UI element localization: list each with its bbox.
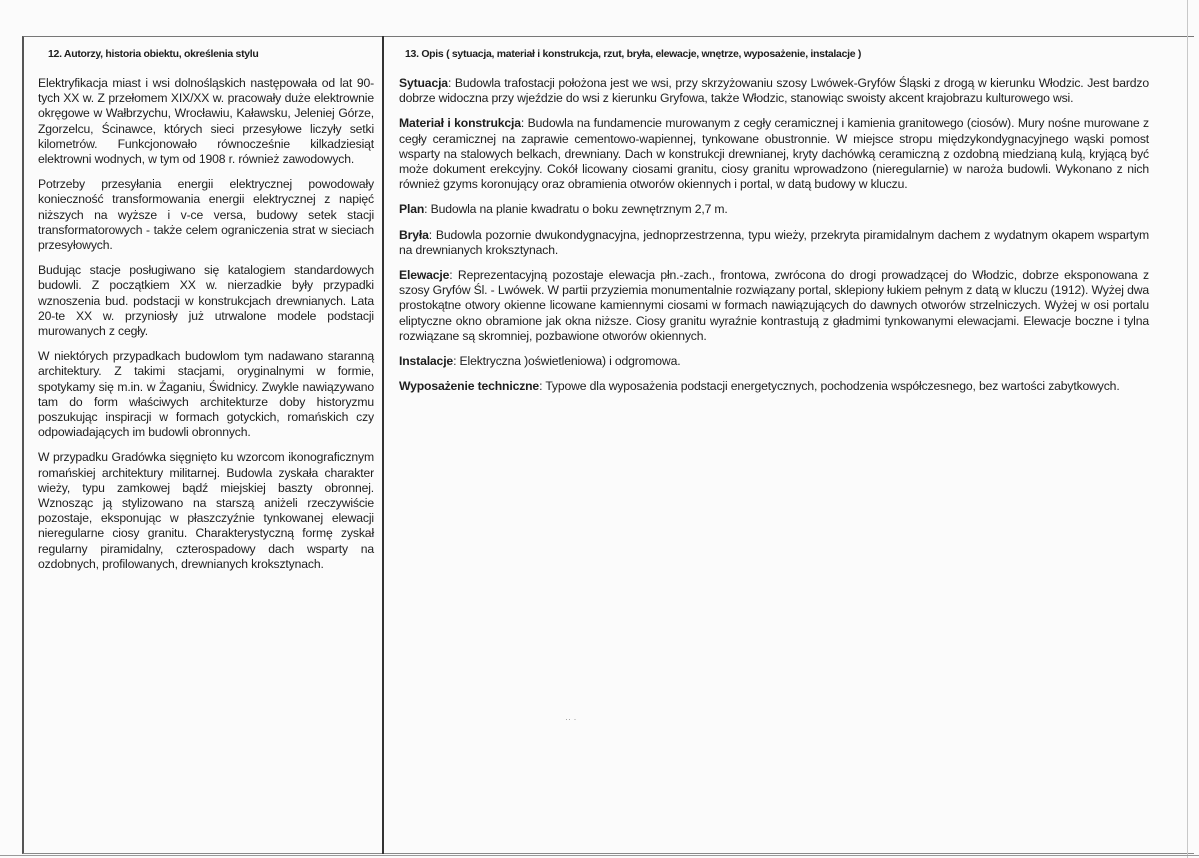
history-heading: 12. Autorzy, historia obiektu, określenia stylu: [48, 48, 259, 60]
section-installations-label: Instalacje: [399, 354, 454, 369]
section-material: [399, 116, 1149, 192]
section-massing-text: : Budowla pozornie dwukondygnacyjna, jednoprzestrzenna, typu wieży, przekryta piramidalnym dachem z wydatnym okapem wspartym na drewnianych kroksztynach.: [399, 227, 1149, 257]
section-plan: [399, 202, 1149, 217]
history-paragraph-4: W niektórych przypadkach budowlom tym nadawano staranną architektury. Z takimi stacjami, oryginalnymi w formie, spotykamy się m.in. w Żaganiu, Świdnicy. Zwykle nawiązywano tam do form właściwych architekturze doby historyzmu poszukując inspiracji w formach gotyckich, romańskich czy odpowiadających im budowli obronnych.: [38, 349, 374, 440]
section-equipment: [399, 379, 1149, 394]
description-column: [399, 48, 1149, 404]
section-plan-text: : Budowla na planie kwadratu o boku zewnętrznym 2,7 m.: [424, 202, 728, 217]
history-column: [38, 48, 374, 582]
section-massing: [399, 228, 1149, 258]
scan-edge-right: [1187, 0, 1188, 858]
section-situation-text: : Budowla trafostacji położona jest we wsi, przy skrzyżowaniu szosy Lwówek-Gryfów Śląski z drogą w kierunku Włodzic. Jest bardzo dobrze widoczna przy wjeździe do wsi z kierunku Gryfowa, także Włodzic, stanowiąc swoisty akcent krajobrazu kulturowego wsi.: [399, 76, 1149, 106]
section-elevations-label: Elewacje: [399, 268, 450, 283]
scan-edge-bottom: [0, 855, 1199, 856]
description-heading: 13. Opis ( sytuacja, materiał i konstrukcja, rzut, bryła, elewacje, wnętrze, wyposażenie, instalacje ): [405, 48, 862, 60]
scan-speck: ·· ·: [565, 714, 577, 724]
history-paragraph-3: Budując stacje posługiwano się katalogiem standardowych budowli. Z początkiem XX w. nierzadkie były przypadki wznoszenia bud. podstacji w konstrukcjach drewnianych. Lata 20-te XX w. przyniosły już utrwalone modele podstacji murowanych z cegły.: [38, 263, 374, 339]
section-situation-label: Sytuacja: [399, 76, 448, 90]
history-paragraph-1: Elektryfikacja miast i wsi dolnośląskich następowała od lat 90-tych XX w. Z przełomem XIX/XX w. pracowały duże elektrownie okręgowe w Wałbrzychu, Wrocławiu, Kaławsku, Jeleniej Górze, Zgorzelcu, Ścinawce, których sieci przesyłowe liczyły setki kilometrów. Funkcjonowało równocześnie kilkadziesiąt elektrowni wodnych, w tym od 1908 r. również zawodowych.: [38, 76, 374, 167]
history-paragraph-2: Potrzeby przesyłania energii elektrycznej powodowały konieczność transformowania energii elektrycznej z napięć niższych na wyższe i v-ce versa, budowy setek stacji transformatorowych - także celem ograniczenia strat w sieciach przesyłowych.: [38, 177, 374, 253]
section-installations: [399, 354, 1149, 369]
section-equipment-label: Wyposażenie techniczne: [399, 379, 540, 394]
section-equipment-text: : Typowe dla wyposażenia podstacji energetycznych, pochodzenia współczesnego, bez wartości zabytkowych.: [539, 379, 1120, 394]
section-plan-label: Plan: [399, 202, 425, 217]
section-material-label: Materiał i konstrukcja: [399, 116, 521, 131]
section-material-text: : Budowla na fundamencie murowanym z cegły ceramicznej i kamienia granitowego (ciosów). Mury nośne murowane z cegły ceramicznej na zaprawie cementowo-wapiennej, tynkowane obustronnie. W miejsce stropu międzykondygnacyjnego wąski pomost wsparty na stalowych belkach, drewniany. Dach w konstrukcji drewnianej, kryty dachówką ceramiczną z ozdobną miedzianą kulą, kryjącą być może dokument erekcyjny. Cokół licowany ciosami granitu, ciosy granitu wprowadzono (nieregularnie) w naroża budowli. Wykonano z nich również gzyms koronujący oraz obramienia otworów okiennych i portal, w datą budowy w kluczu.: [399, 116, 1149, 192]
section-situation: [399, 76, 1149, 106]
section-elevations-text: : Reprezentacyjną pozostaje elewacja płn.-zach., frontowa, zwrócona do drogi prowadzącej do Włodzic, dobrze eksponowana z szosy Gryfów Śl. - Lwówek. W partii przyziemia monumentalnie rozwiązany portal, sklepiony łukiem pełnym z datą w kluczu (1912). Wyżej dwa prostokątne otwory okienne licowane kamiennymi ciosami w formach nawiązujących do dawnych otworów strzelniczych. Wyżej w osi portalu eliptyczne okno obramione jak okna niższe. Ciosy granitu wyraźnie kontrastują z gładmimi tynkowanymi elewacjami. Elewacje boczne i tylna rozwiązane są skromniej, pozbawione otworów okiennych.: [399, 268, 1149, 343]
history-paragraph-5: W przypadku Gradówka sięgnięto ku wzorcom ikonograficznym romańskiej architektury militarnej. Budowla zyskała charakter wieży, typu zamkowej bądź miejskiej baszty obronnej. Wznosząc ją stylizowano na starszą aniżeli rzeczywiście pozostaje, eksponując w płaszczyźnie tynkowanej elewacji nieregularne ciosy granitu. Charakterystyczną formę zyskał regularny piramidalny, czterospadowy dach wsparty na ozdobnych, profilowanych, drewnianych kroksztynach.: [38, 450, 374, 571]
section-massing-label: Bryła: [399, 227, 429, 242]
section-elevations: [399, 268, 1149, 344]
column-divider: [382, 36, 384, 854]
section-installations-text: : Elektryczna )oświetleniowa) i odgromowa.: [453, 354, 681, 369]
